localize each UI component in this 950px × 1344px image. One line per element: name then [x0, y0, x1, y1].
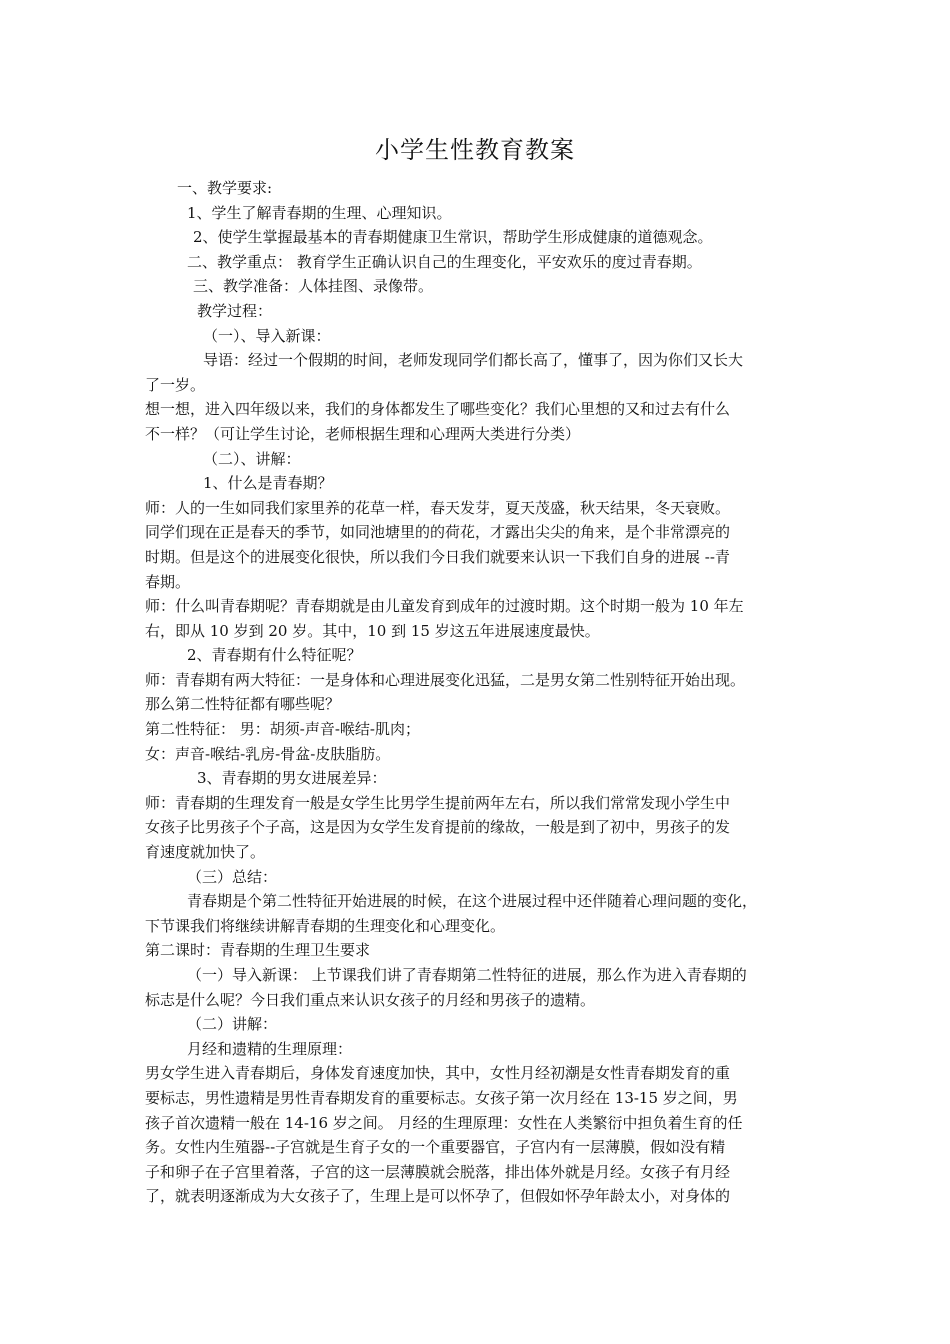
text-line: 二、教学重点： 教育学生正确认识自己的生理变化，平安欢乐的度过青春期。: [187, 252, 702, 271]
text-line: 月经和遗精的生理原理：: [187, 1039, 353, 1058]
text-line: 下节课我们将继续讲解青春期的生理变化和心理变化。: [145, 916, 506, 935]
text-line: （一）、导入新课：: [203, 326, 331, 345]
text-line: （三）总结：: [187, 867, 278, 886]
text-line: 子和卵子在子宫里着落，子宫的这一层薄膜就会脱落，排出体外就是月经。女孩子有月经: [145, 1162, 731, 1181]
text-line: （一）导入新课： 上节课我们讲了青春期第二性特征的进展，那么作为进入青春期的: [187, 966, 747, 984]
document-body: [145, 176, 821, 1209]
text-line: 1、什么是青春期？: [203, 474, 333, 493]
text-line: 青春期是个第二性特征开始进展的时候，在这个进展过程中还伴随着心理问题的变化，: [187, 892, 758, 911]
text-line: 右，即从 10 岁到 20 岁。其中，10 到 15 岁这五年进展速度最快。: [145, 621, 600, 640]
text-line: 一、教学要求:: [177, 179, 273, 197]
text-line: 第二课时：青春期的生理卫生要求: [145, 941, 371, 960]
text-line: 同学们现在正是春天的季节，如同池塘里的的荷花，才露出尖尖的角来，是个非常漂亮的: [145, 523, 731, 542]
text-line: 要标志，男性遗精是男性青春期发育的重要标志。女孩子第一次月经在 13-15 岁之间，男: [145, 1088, 738, 1107]
text-line: 那么第二性特征都有哪些呢？: [145, 695, 341, 714]
text-line: 三、教学准备：人体挂图、录像带。: [193, 277, 434, 296]
text-line: 1、学生了解青春期的生理、心理知识。: [187, 203, 452, 222]
text-line: 男女学生进入青春期后，身体发育速度加快，其中，女性月经初潮是女性青春期发育的重: [145, 1064, 731, 1083]
text-line: 师：青春期的生理发育一般是女学生比男学生提前两年左右，所以我们常常发现小学生中: [145, 793, 731, 812]
text-line: 师：什么叫青春期呢？青春期就是由儿童发育到成年的过渡时期。这个时期一般为 10 年左: [145, 597, 744, 616]
text-line: 了一岁。: [145, 375, 206, 394]
text-line: 女：声音-喉结-乳房-骨盆-皮肤脂肪。: [145, 744, 391, 763]
text-line: 孩子首次遗精一般在 14-16 岁之间。 月经的生理原理：女性在人类繁衍中担负着生育的任: [145, 1113, 743, 1132]
text-line: 了，就表明逐渐成为大女孩子了，生理上是可以怀孕了，但假如怀孕年龄太小，对身体的: [145, 1187, 731, 1206]
text-line: 务。女性内生殖器--子宫就是生育子女的一个重要器官，子宫内有一层薄膜，假如没有精: [145, 1138, 726, 1157]
text-line: 育速度就加快了。: [145, 843, 266, 862]
text-line: 想一想，进入四年级以来，我们的身体都发生了哪些变化？我们心里想的又和过去有什么: [145, 400, 731, 419]
text-line: （二）讲解：: [187, 1015, 278, 1034]
text-line: 女孩子比男孩子个子高，这是因为女学生发育提前的缘故，一般是到了初中，男孩子的发: [145, 818, 731, 837]
text-line: 标志是什么呢？今日我们重点来认识女孩子的月经和男孩子的遗精。: [145, 990, 596, 1009]
text-line: 不一样？（可让学生讨论，老师根据生理和心理两大类进行分类）: [145, 424, 581, 443]
text-line: 2、青春期有什么特征呢？: [187, 646, 362, 665]
text-line: 师：人的一生如同我们家里养的花草一样，春天发芽，夏天茂盛，秋天结果，冬天衰败。: [145, 498, 731, 517]
text-line: 教学过程：: [197, 301, 273, 320]
text-line: 春期。: [145, 572, 191, 591]
text-line: 时期。但是这个的进展变化很快，所以我们今日我们就要来认识一下我们自身的进展 --青: [145, 547, 730, 566]
text-line: 2、使学生掌握最基本的青春期健康卫生常识，帮助学生形成健康的道德观念。: [193, 228, 713, 247]
text-line: （二）、讲解：: [203, 449, 301, 468]
text-line: 师：青春期有两大特征：一是身体和心理进展变化迅猛，二是男女第二性别特征开始出现。: [145, 670, 746, 689]
text-line: 第二性特征： 男：胡须-声音-喉结-肌肉；: [145, 720, 420, 739]
text-line: 导语：经过一个假期的时间，老师发现同学们都长高了，懂事了，因为你们又长大: [203, 351, 744, 370]
text-line: 3、青春期的男女进展差异：: [197, 769, 387, 788]
document-title: 小学生性教育教案: [375, 136, 575, 164]
